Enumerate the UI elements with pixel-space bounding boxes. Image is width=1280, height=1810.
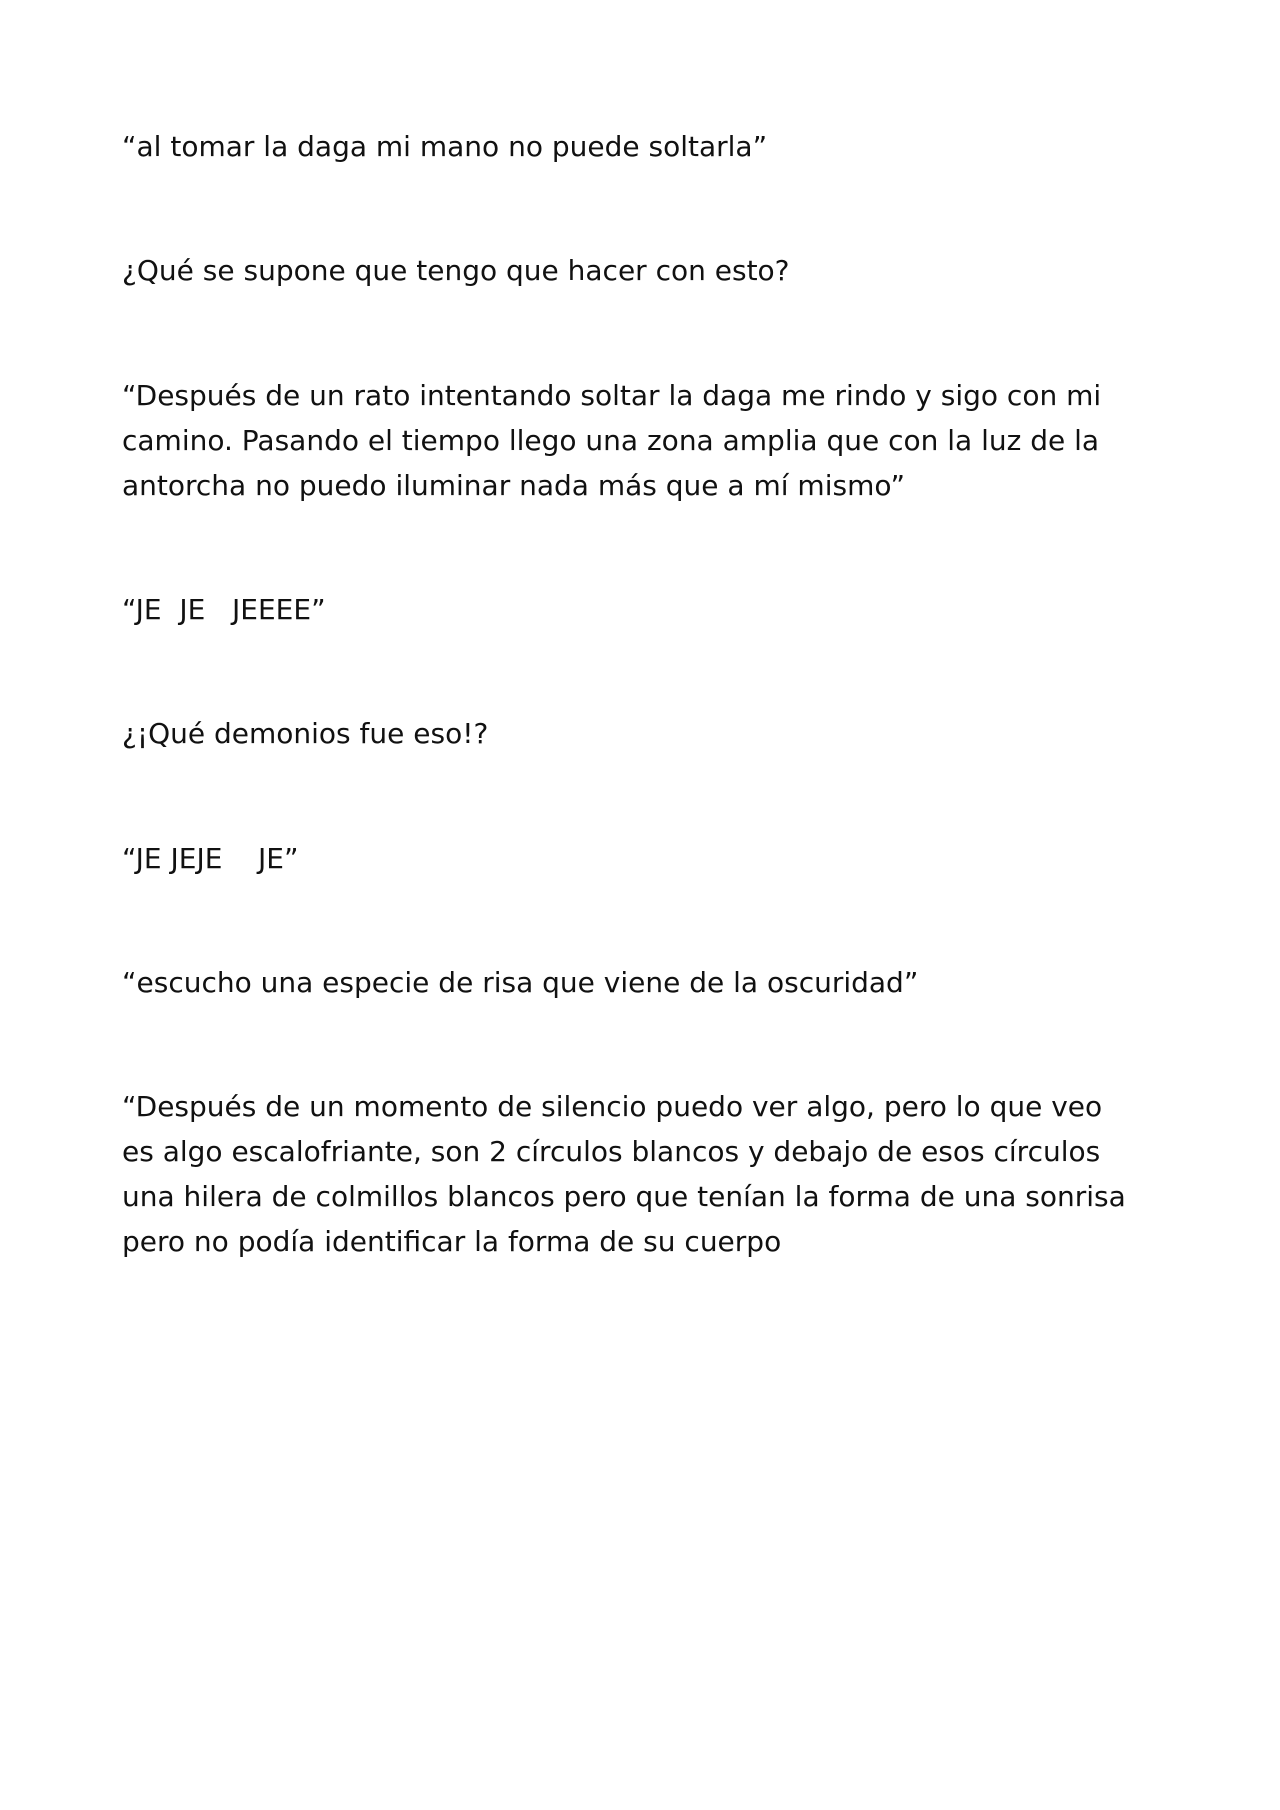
- paragraph-hears-laugh: “escucho una especie de risa que viene de la oscuridad”: [122, 966, 919, 999]
- paragraph-dagger-grip: “al tomar la daga mi mano no puede soltarla”: [122, 130, 768, 163]
- paragraph-exclamation: ¿¡Qué demonios fue eso!?: [122, 717, 489, 750]
- paragraph-creature: “Después de un momento de silencio puedo ver algo, pero lo que veo es algo escalofriante, son 2 círculos blancos y debajo de esos círculos una hilera de colmillos blancos pero que tenían la forma de una sonrisa pero no podía identificar la forma de su cuerpo: [122, 1090, 1135, 1258]
- paragraph-laugh-1: “JE JE JEEEE”: [122, 593, 326, 626]
- paragraph-dark-zone: “Después de un rato intentando soltar la daga me rindo y sigo con mi camino. Pasando el tiempo llego una zona amplia que con la luz de la antorcha no puedo iluminar nada más que a mí mismo”: [122, 379, 1111, 502]
- paragraph-question: ¿Qué se supone que tengo que hacer con esto?: [122, 254, 790, 287]
- paragraph-laugh-2: “JE JEJE JE”: [122, 842, 299, 875]
